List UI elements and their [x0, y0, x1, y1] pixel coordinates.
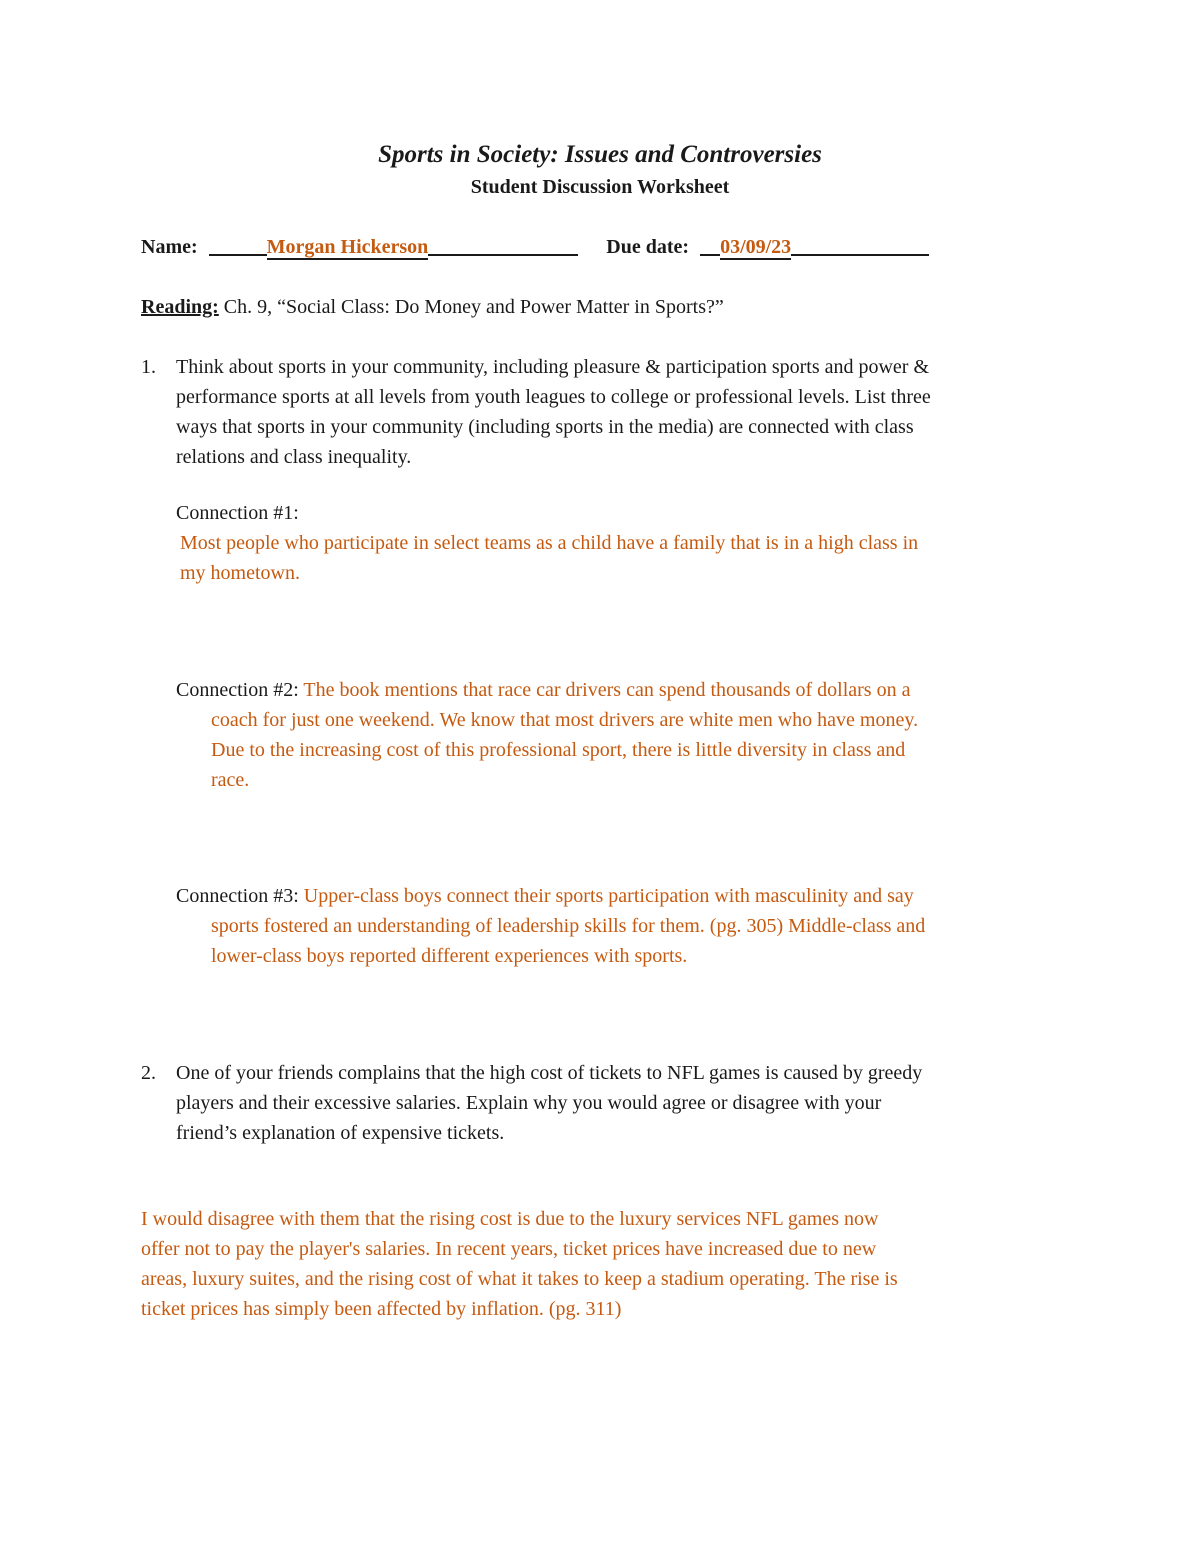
question-2-line: friend’s explanation of expensive tickets.	[176, 1122, 505, 1144]
question-2-answer-line: offer not to pay the player's salaries. In recent years, ticket prices have increased due to new	[141, 1238, 877, 1260]
reading-line	[141, 292, 724, 322]
due-blank-right	[791, 234, 929, 256]
question-2-answer-line: ticket prices has simply been affected by inflation. (pg. 311)	[141, 1298, 622, 1320]
question-2-answer-line: areas, luxury suites, and the rising cost of what it takes to keep a stadium operating. The rise is	[141, 1268, 898, 1290]
reading-text: Ch. 9, “Social Class: Do Money and Power Matter in Sports?”	[223, 296, 724, 318]
connection-3-answer-line: sports fostered an understanding of leadership skills for them. (pg. 305) Middle-class and	[211, 915, 926, 937]
question-2-answer[interactable]	[141, 1204, 1081, 1324]
page-subtitle: Student Discussion Worksheet	[470, 176, 730, 198]
name-label: Name:	[141, 236, 198, 258]
connection-2-answer[interactable]	[211, 705, 1091, 795]
connection-1-answer-line: my hometown.	[180, 562, 300, 584]
connection-2-row	[176, 675, 910, 705]
connection-3-answer-first[interactable]: Upper-class boys connect their sports participation with masculinity and say	[303, 885, 914, 907]
question-1-line: ways that sports in your community (including sports in the media) are connected with class	[176, 416, 914, 438]
connection-2-answer-line: coach for just one weekend. We know that most drivers are white men who have money.	[211, 709, 919, 731]
question-2-prompt	[176, 1058, 1076, 1148]
question-1-prompt	[176, 352, 1076, 472]
connection-3-answer-line: lower-class boys reported different experiences with sports.	[211, 945, 688, 967]
connection-2-answer-line: Due to the increasing cost of this professional sport, there is little diversity in class and	[211, 739, 906, 761]
name-blank-right	[428, 234, 578, 256]
connection-1-answer[interactable]	[180, 528, 1080, 588]
question-2-line: One of your friends complains that the high cost of tickets to NFL games is caused by greedy	[176, 1062, 923, 1084]
question-2-line: players and their excessive salaries. Explain why you would agree or disagree with your	[176, 1092, 882, 1114]
question-2-number: 2.	[141, 1062, 156, 1084]
question-1-number: 1.	[141, 356, 156, 378]
reading-label: Reading:	[141, 296, 219, 318]
connection-1-answer-line: Most people who participate in select teams as a child have a family that is in a high class in	[180, 532, 919, 554]
connection-1-label: Connection #1:	[176, 502, 299, 524]
connection-3-label: Connection #3:	[176, 885, 299, 907]
due-date-label: Due date:	[606, 236, 690, 258]
name-value[interactable]: Morgan Hickerson	[266, 236, 429, 258]
question-1-line: performance sports at all levels from youth leagues to college or professional levels. List three	[176, 386, 931, 408]
page-title: Sports in Society: Issues and Controversies	[378, 141, 822, 168]
question-1-line: Think about sports in your community, including pleasure & participation sports and power &	[176, 356, 930, 378]
name-blank-left	[209, 234, 267, 256]
connection-2-label: Connection #2:	[176, 679, 299, 701]
connection-3-answer[interactable]	[211, 911, 1091, 971]
connection-2-answer-first[interactable]: The book mentions that race car drivers can spend thousands of dollars on a	[303, 679, 911, 701]
question-2-answer-line: I would disagree with them that the rising cost is due to the luxury services NFL games now	[141, 1208, 879, 1230]
due-blank-left	[700, 234, 720, 256]
question-1-line: relations and class inequality.	[176, 446, 412, 468]
due-date-value[interactable]: 03/09/23	[720, 236, 792, 258]
connection-2-answer-line: race.	[211, 769, 250, 791]
connection-3-row	[176, 881, 914, 911]
name-due-line	[141, 234, 929, 260]
